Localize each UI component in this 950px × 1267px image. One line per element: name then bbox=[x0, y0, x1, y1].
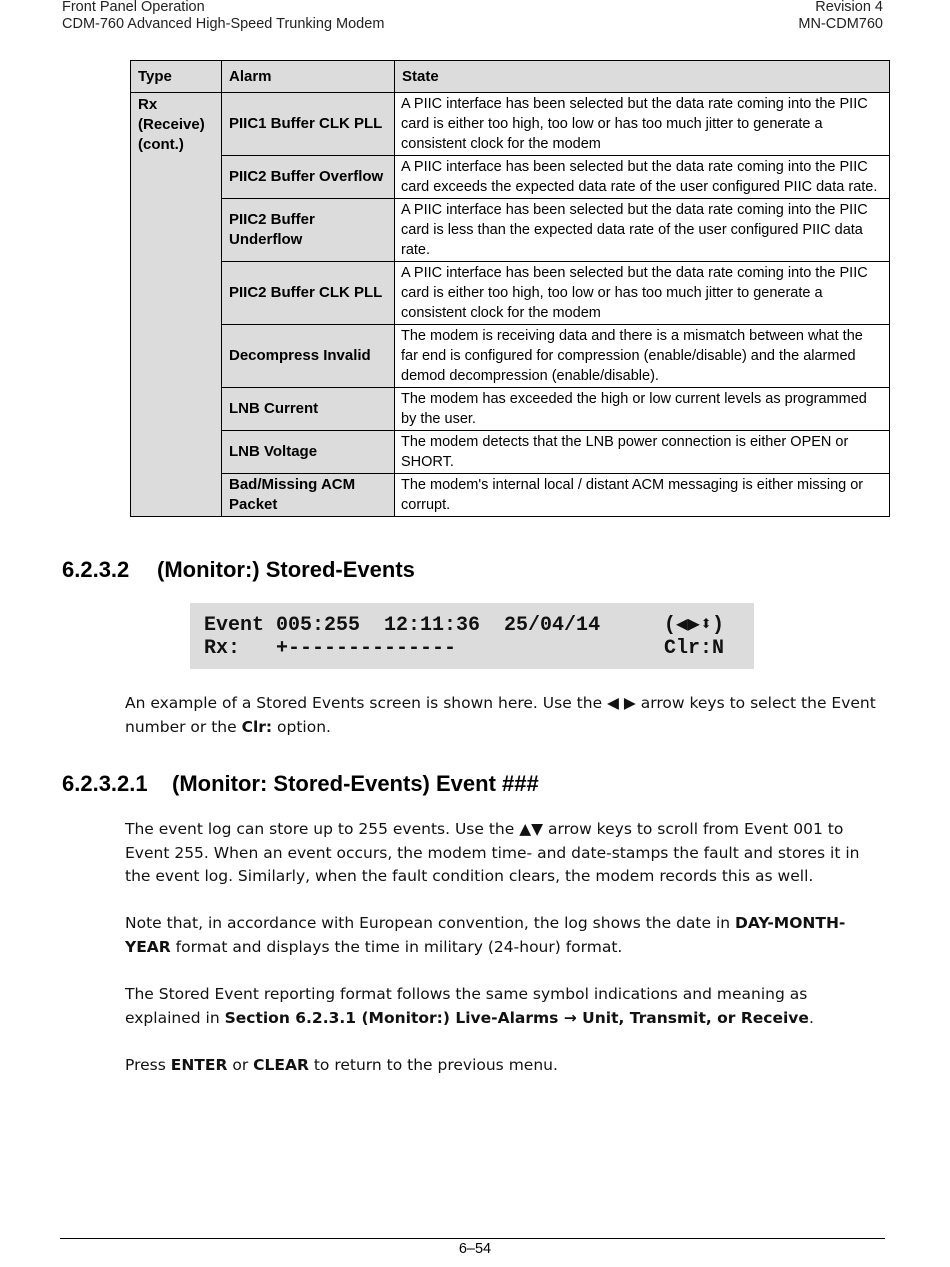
column-header-state: State bbox=[395, 61, 890, 93]
state-cell: The modem's internal local / distant ACM messaging is either missing or corrupt. bbox=[395, 474, 890, 517]
table-row bbox=[131, 431, 890, 474]
table-row bbox=[131, 199, 890, 262]
text-run: or bbox=[227, 1056, 254, 1074]
lcd-line-1: Event 005:255 12:11:36 25/04/14 bbox=[204, 614, 601, 637]
state-cell: A PIIC interface has been selected but the data rate coming into the PIIC card is either too high, too low or has too much jitter to generate a consistent clock for the modem bbox=[395, 262, 890, 325]
alarm-cell: PIIC2 Buffer Underflow bbox=[222, 199, 395, 262]
section-heading-stored-events bbox=[62, 557, 415, 583]
text-run: The Stored Event reporting format follows the same symbol indications and meaning as explained in bbox=[125, 985, 808, 1027]
bold-run: Clr: bbox=[241, 717, 273, 736]
table-row bbox=[131, 474, 890, 517]
section-number: 6.2.3.2.1 bbox=[62, 771, 148, 796]
table-row bbox=[131, 325, 890, 388]
table-row bbox=[131, 262, 890, 325]
alarm-cell: Bad/Missing ACM Packet bbox=[222, 474, 395, 517]
paragraph-reporting-format bbox=[125, 983, 885, 1030]
lcd-nav-arrows: (◀▶⬍) bbox=[663, 614, 724, 637]
lcd-clear-option: Clr:N bbox=[663, 637, 724, 660]
lcd-display bbox=[190, 603, 754, 669]
alarm-cell: LNB Voltage bbox=[222, 431, 395, 474]
header-doc-number: MN-CDM760 bbox=[798, 16, 883, 32]
state-cell: A PIIC interface has been selected but the data rate coming into the PIIC card is either too high, too low or has too much jitter to generate a consistent clock for the modem bbox=[395, 93, 890, 156]
paragraph-event-log: The event log can store up to 255 events. Use the ▲▼ arrow keys to scroll from Event 001 to Event 255. When an event occurs, the modem time- and date-stamps the fault and stores it in the event log. Similarly, when the fault condition clears, the modem records this as well. bbox=[125, 820, 860, 885]
table-row bbox=[131, 156, 890, 199]
type-line: (Receive) bbox=[138, 116, 205, 133]
bold-run: DAY-MONTH-YEAR bbox=[125, 914, 846, 956]
running-header-left bbox=[62, 0, 384, 33]
state-cell: The modem has exceeded the high or low current levels as programmed by the user. bbox=[395, 388, 890, 431]
alarm-cell: PIIC2 Buffer Overflow bbox=[222, 156, 395, 199]
type-line: Rx bbox=[138, 96, 158, 113]
text-run: to return to the previous menu. bbox=[308, 1056, 558, 1074]
clear-key-label: CLEAR bbox=[253, 1056, 309, 1074]
type-line: (cont.) bbox=[138, 136, 184, 153]
state-cell: The modem is receiving data and there is a mismatch between what the far end is configured for compression (enable/disable) and the alarmed demod decompression (enable/disable). bbox=[395, 325, 890, 388]
alarm-cell: Decompress Invalid bbox=[222, 325, 395, 388]
running-header-right bbox=[798, 0, 883, 33]
table-header-row bbox=[131, 61, 890, 93]
section-title: (Monitor: Stored-Events) Event ### bbox=[172, 771, 539, 796]
alarm-table bbox=[130, 60, 890, 517]
alarm-cell: LNB Current bbox=[222, 388, 395, 431]
type-cell bbox=[131, 93, 222, 517]
header-chapter: Front Panel Operation bbox=[62, 0, 205, 15]
section-cross-reference: Section 6.2.3.1 (Monitor:) Live-Alarms → Unit, Transmit, or Receive bbox=[224, 1008, 809, 1027]
header-product: CDM-760 Advanced High-Speed Trunking Modem bbox=[62, 16, 385, 32]
paragraph-press-keys bbox=[125, 1054, 885, 1078]
text-run: option. bbox=[272, 717, 331, 736]
table-row bbox=[131, 93, 890, 156]
footer-rule bbox=[60, 1238, 885, 1239]
alarm-cell: PIIC1 Buffer CLK PLL bbox=[222, 93, 395, 156]
section-title: (Monitor:) Stored-Events bbox=[157, 557, 415, 582]
lcd-line-2: Rx: +-------------- bbox=[204, 637, 457, 660]
page-number: 6–54 bbox=[458, 1241, 492, 1257]
column-header-type: Type bbox=[131, 61, 222, 93]
column-header-alarm: Alarm bbox=[222, 61, 395, 93]
paragraph-date-format bbox=[125, 912, 885, 959]
section-heading-event-number bbox=[62, 771, 539, 797]
text-run: . bbox=[808, 1008, 814, 1027]
header-revision: Revision 4 bbox=[815, 0, 883, 15]
alarm-cell: PIIC2 Buffer CLK PLL bbox=[222, 262, 395, 325]
paragraph-stored-events-example bbox=[125, 692, 885, 739]
text-run: Note that, in accordance with European convention, the log shows the date in bbox=[125, 914, 736, 932]
section-number: 6.2.3.2 bbox=[62, 557, 130, 582]
state-cell: A PIIC interface has been selected but the data rate coming into the PIIC card is less than the expected data rate of the user configured PIIC data rate. bbox=[395, 199, 890, 262]
state-cell: The modem detects that the LNB power connection is either OPEN or SHORT. bbox=[395, 431, 890, 474]
state-cell: A PIIC interface has been selected but the data rate coming into the PIIC card exceeds the expected data rate of the user configured PIIC data rate. bbox=[395, 156, 890, 199]
enter-key-label: ENTER bbox=[170, 1056, 228, 1074]
text-run: An example of a Stored Events screen is shown here. Use the ◀ ▶ arrow keys to select the Event number or the bbox=[125, 694, 876, 736]
table-row bbox=[131, 388, 890, 431]
text-run: format and displays the time in military (24-hour) format. bbox=[170, 937, 623, 956]
text-run: Press bbox=[125, 1056, 171, 1074]
